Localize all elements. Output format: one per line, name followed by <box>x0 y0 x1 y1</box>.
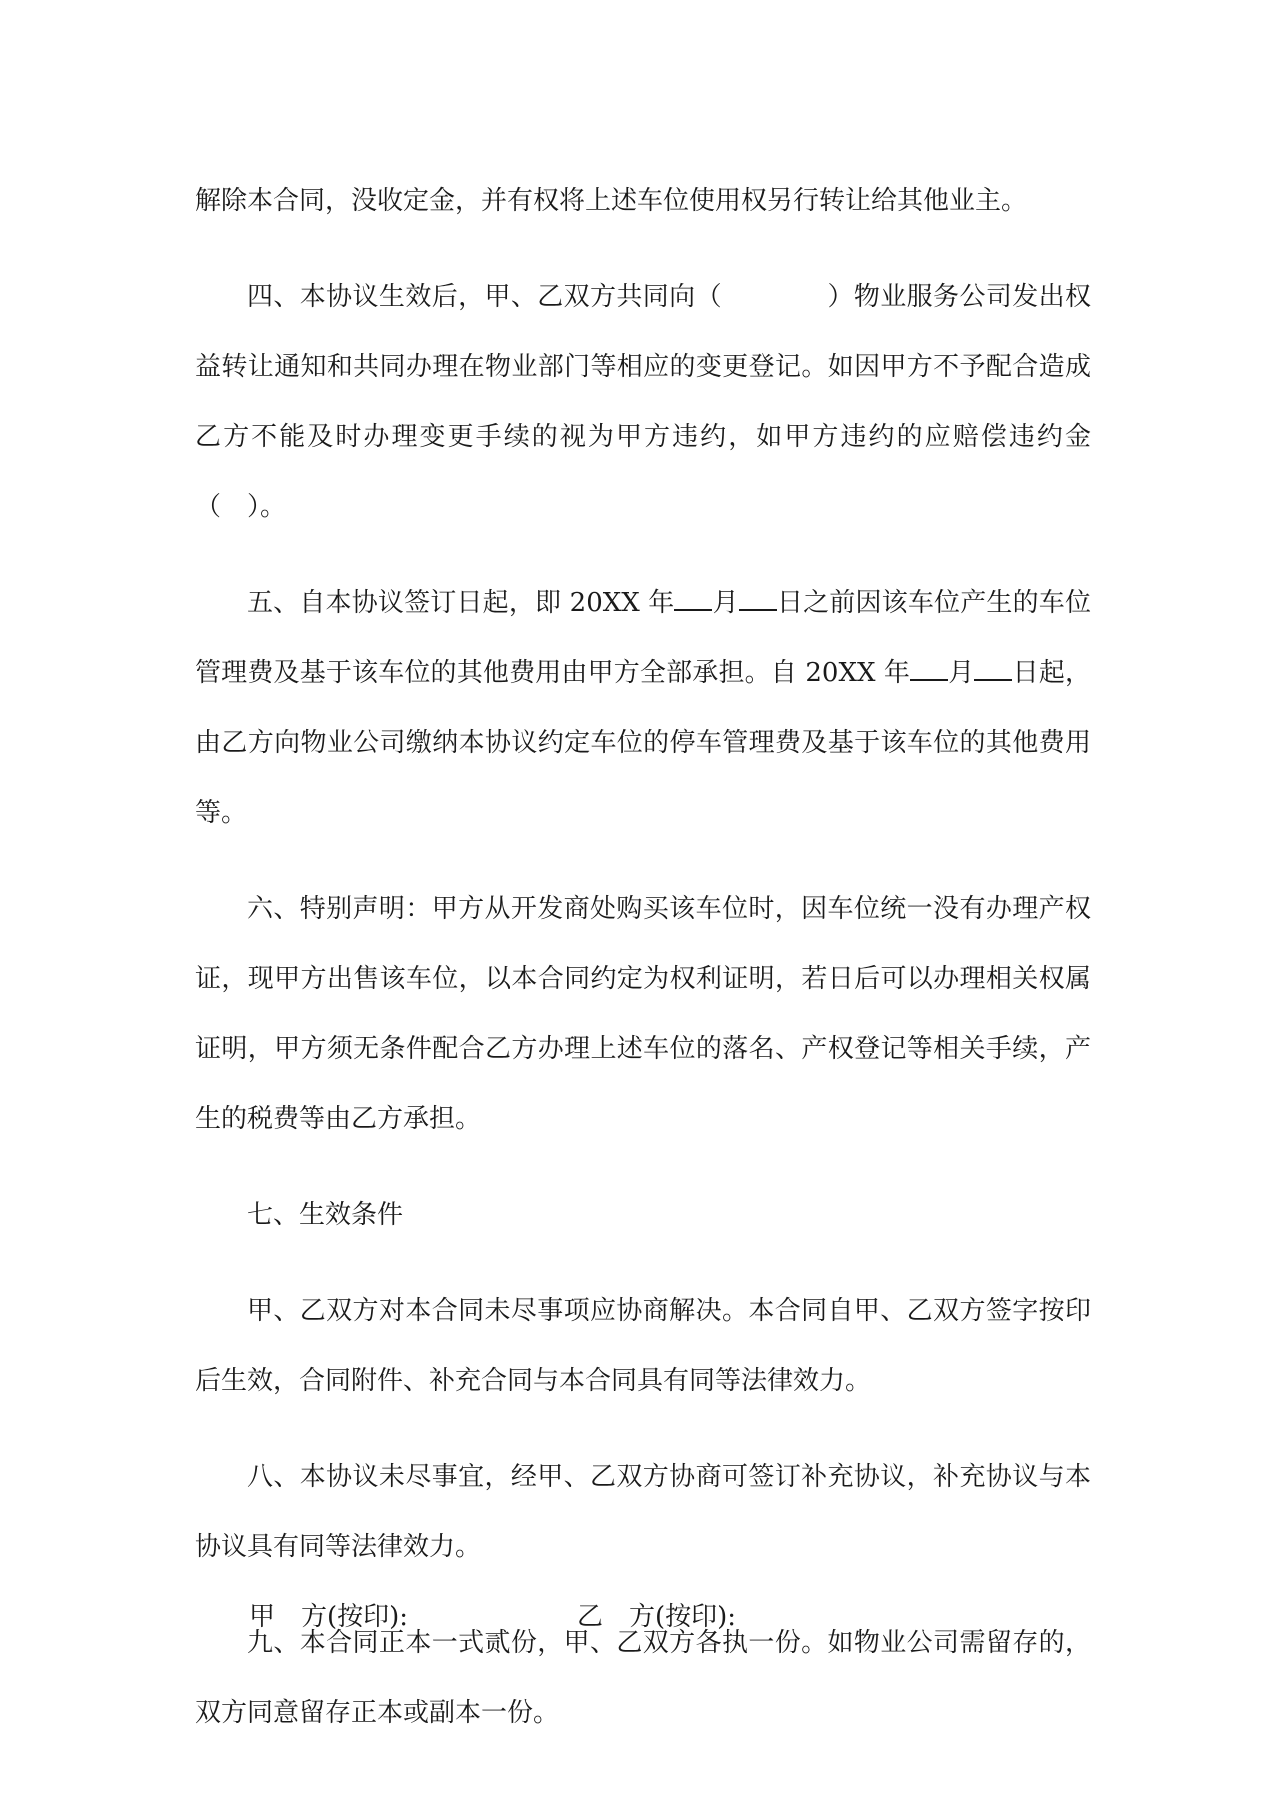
paragraph-clause-nine: 九、本合同正本一式贰份，甲、乙双方各执一份。如物业公司需留存的，双方同意留存正本或副本一份。 <box>195 1628 1091 1728</box>
paragraph-clause-seven-heading: 七、生效条件 <box>247 1200 404 1230</box>
day-blank <box>739 587 777 611</box>
clause-five-text-2: 月 <box>712 588 739 618</box>
contract-body <box>195 166 1091 1774</box>
month-blank-2 <box>910 657 948 681</box>
clause-five-text-4: 月 <box>948 658 975 688</box>
month-blank <box>674 587 712 611</box>
party-b-signature-label: 乙 方(按印): <box>577 1602 737 1632</box>
paragraph-clause-six: 六、特别声明：甲方从开发商处购买该车位时，因车位统一没有办理产权证，现甲方出售该车位，以本合同约定为权利证明，若日后可以办理相关权属证明，甲方须无条件配合乙方办理上述车位的落名、产权登记等相关手续，产生的税费等由乙方承担。 <box>195 894 1091 1134</box>
day-blank-2 <box>974 657 1012 681</box>
clause-five-text-1: 五、自本协议签订日起，即 20XX 年 <box>247 588 675 618</box>
clause-five-text-3: 日之前因该车位产生的车位管理费及基于该车位的其他费用由甲方全部承担。自 20XX 年 <box>195 588 1091 688</box>
paragraph-clause-five <box>195 568 1091 848</box>
paragraph-clause-seven-body: 甲、乙双方对本合同未尽事项应协商解决。本合同自甲、乙双方签字按印后生效，合同附件、补充合同与本合同具有同等法律效力。 <box>195 1296 1091 1396</box>
paragraph-clause-four: 四、本协议生效后，甲、乙双方共同向（ ）物业服务公司发出权益转让通知和共同办理在物业部门等相应的变更登记。如因甲方不予配合造成乙方不能及时办理变更手续的视为甲方违约，如甲方违约的应赔偿违约金（ ）。 <box>195 282 1091 522</box>
paragraph-clause-eight: 八、本协议未尽事宜，经甲、乙双方协商可签订补充协议，补充协议与本协议具有同等法律效力。 <box>195 1462 1091 1562</box>
clause-five-text-5: 日起，由乙方向物业公司缴纳本协议约定车位的停车管理费及基于该车位的其他费用等。 <box>195 658 1091 828</box>
paragraph-termination-clause: 解除本合同，没收定金，并有权将上述车位使用权另行转让给其他业主。 <box>195 186 1028 216</box>
party-a-signature-label: 甲 方(按印): <box>249 1602 409 1632</box>
